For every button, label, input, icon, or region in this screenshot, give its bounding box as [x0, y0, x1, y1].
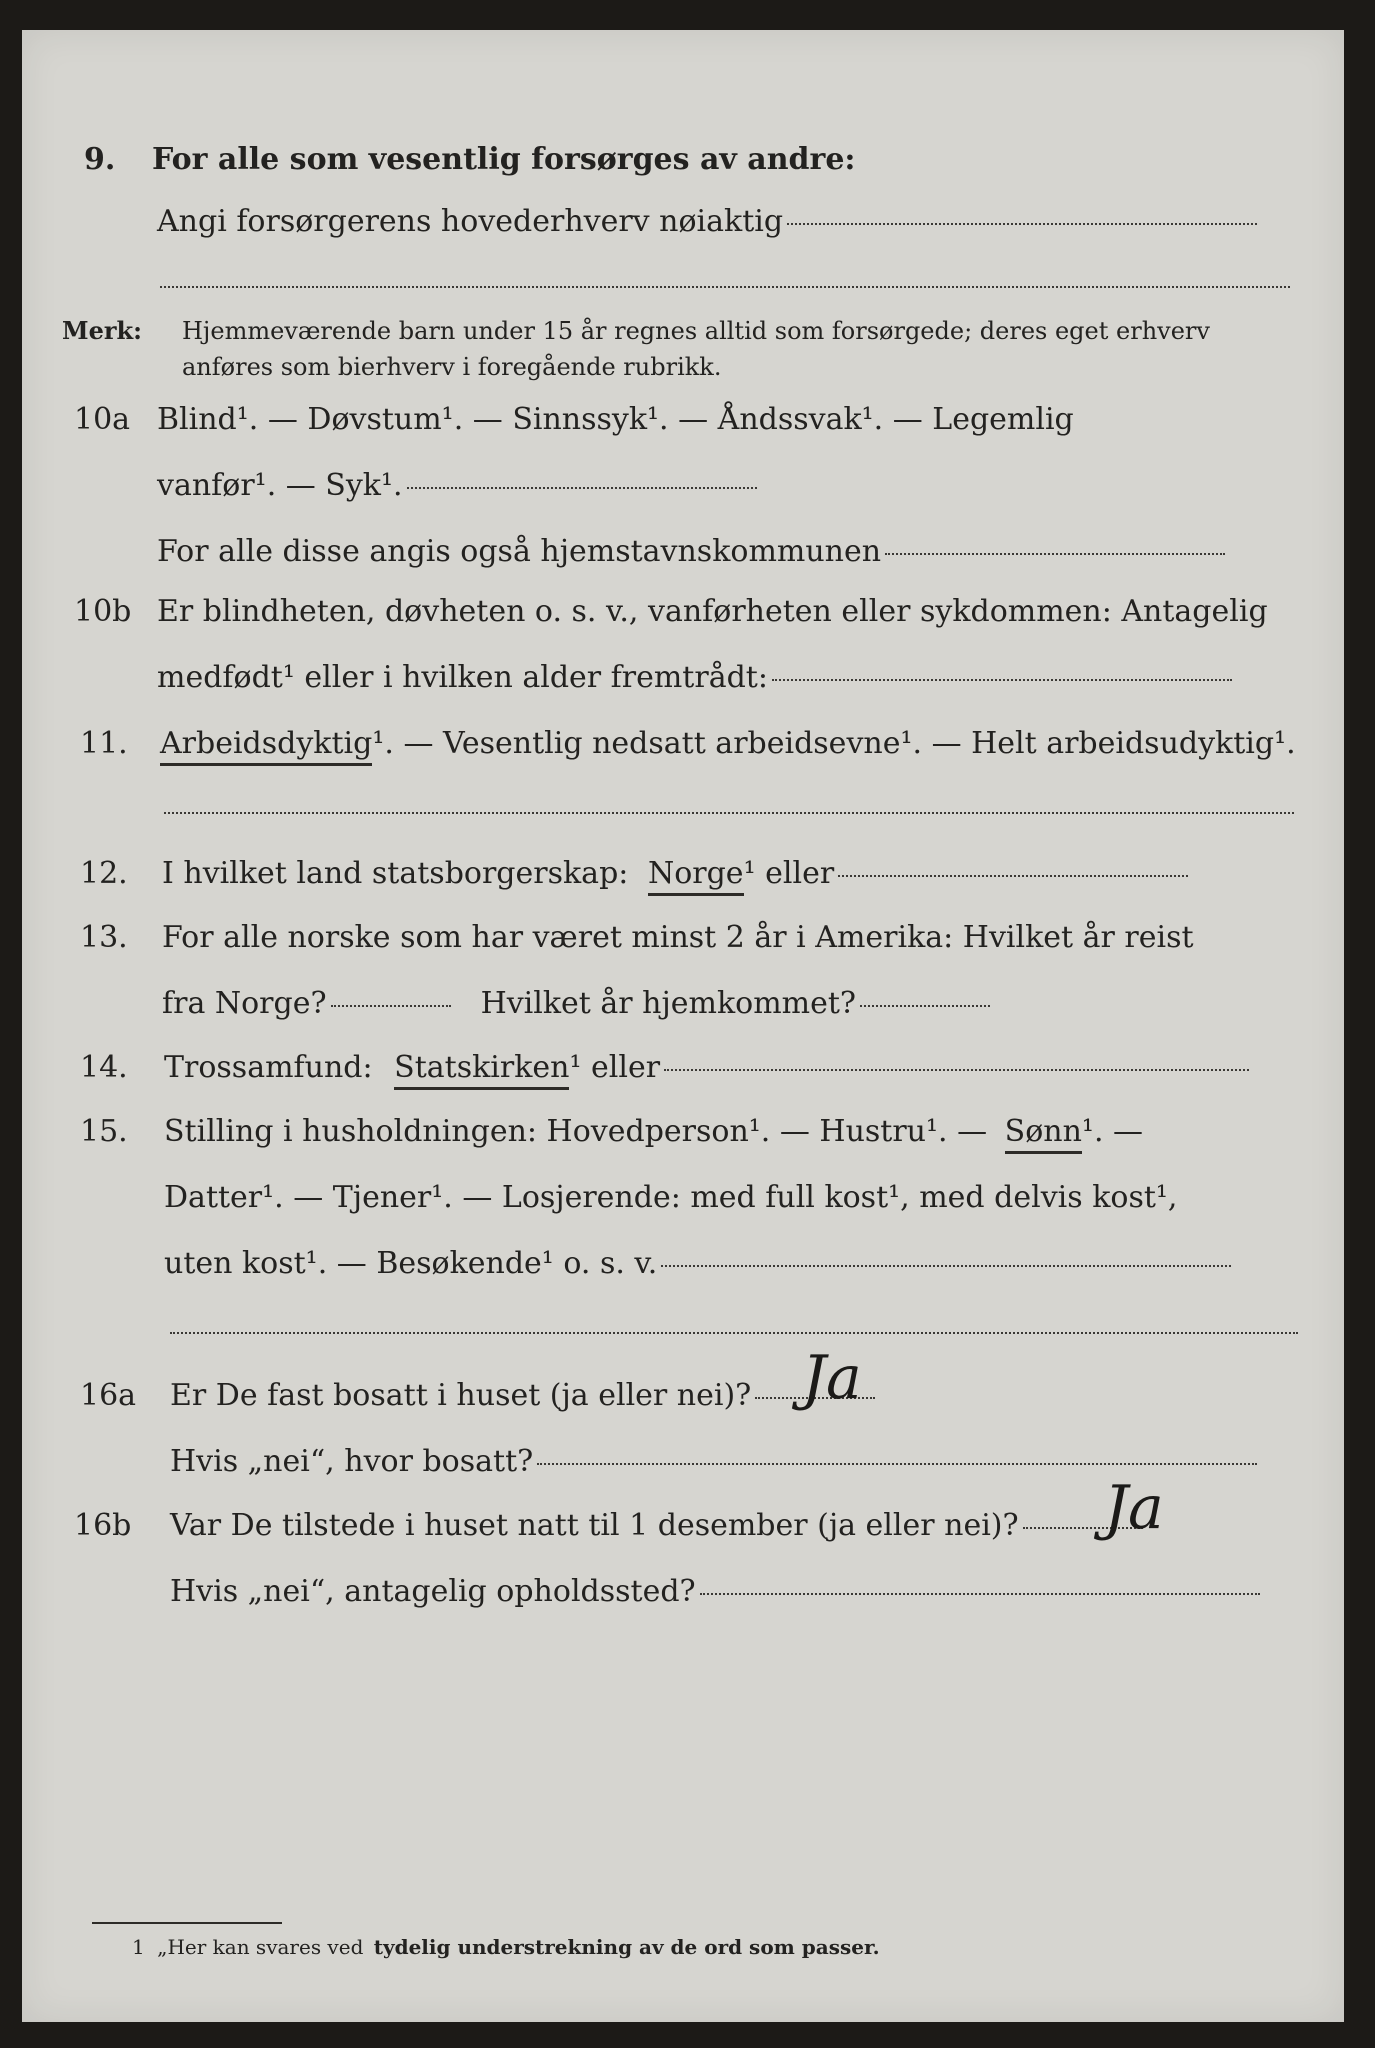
merk-line-2: anføres som bierhverv i foregående rubrikk. — [182, 353, 722, 381]
q16b-line-1 — [170, 1506, 1143, 1546]
q13-line-2b: Hvilket år hjemkommet? — [480, 986, 857, 1021]
q11-line — [160, 724, 1296, 764]
q16a-line-2 — [170, 1442, 1257, 1482]
q12-selected-option[interactable]: Norge — [648, 856, 744, 896]
q15-line-3 — [164, 1244, 1231, 1284]
q13-line-2a: fra Norge? — [162, 986, 327, 1021]
q14-number: 14. — [80, 1050, 128, 1085]
q16b-number: 16b — [74, 1508, 132, 1543]
q15-line-2: Datter¹. — Tjener¹. — Losjerende: med full kost¹, med delvis kost¹, — [164, 1180, 1178, 1215]
q10b-number: 10b — [74, 594, 132, 629]
q10a-number: 10a — [74, 402, 131, 437]
q13-line-1: For alle norske som har været minst 2 år i Amerika: Hvilket år reist — [162, 920, 1194, 955]
q9-extra-line[interactable] — [160, 286, 1290, 288]
q9-title: For alle som vesentlig forsørges av andre: — [152, 142, 856, 177]
q16b-line-1-text: Var De tilstede i huset natt til 1 desember (ja eller nei)? — [170, 1508, 1019, 1543]
census-form-page — [22, 30, 1344, 2022]
footnote — [132, 1932, 880, 1962]
q12-prefix: I hvilket land statsborgerskap: — [162, 856, 629, 891]
q9-line-text: Angi forsørgerens hovederhverv nøiaktig — [157, 204, 784, 239]
q16b-line-2-text: Hvis „nei“, antagelig opholdssted? — [170, 1574, 696, 1609]
q14-prefix: Trossamfund: — [164, 1050, 373, 1085]
q15-selected-option[interactable]: Sønn — [1005, 1114, 1082, 1154]
q16a-handwritten-answer: Ja — [802, 1343, 862, 1413]
q10b-line-1: Er blindheten, døvheten o. s. v., vanførheten eller sykdommen: Antagelig — [157, 594, 1268, 629]
q16b-handwritten-answer: Ja — [1104, 1473, 1164, 1543]
q10a-hometown-field[interactable] — [885, 552, 1225, 555]
q10b-answer-field[interactable] — [772, 678, 1232, 681]
q14-suffix: ¹ eller — [569, 1050, 661, 1085]
q15-answer-field[interactable] — [661, 1264, 1231, 1267]
q15-line-3-text: uten kost¹. — Besøkende¹ o. s. v. — [164, 1246, 658, 1281]
q9-line — [157, 202, 1257, 242]
q12-line — [162, 854, 1188, 894]
q11-selected-option[interactable]: Arbeidsdyktig — [160, 726, 372, 766]
footnote-text-bold: tydelig understrekning av de ord som passer. — [373, 1935, 880, 1959]
q10a-line-3 — [157, 532, 1225, 572]
q12-answer-field[interactable] — [838, 874, 1188, 877]
q10b-line-2-text: medfødt¹ eller i hvilken alder fremtrådt: — [157, 660, 768, 695]
q15-line-1 — [164, 1112, 1143, 1152]
q16a-line-2-text: Hvis „nei“, hvor bosatt? — [170, 1444, 534, 1479]
q12-number: 12. — [80, 856, 128, 891]
q13-number: 13. — [80, 920, 128, 955]
q15-line-1-suffix: ¹. — — [1081, 1114, 1144, 1149]
q14-line — [164, 1048, 1249, 1088]
q9-answer-field[interactable] — [787, 222, 1257, 225]
q15-number: 15. — [80, 1114, 128, 1149]
footnote-marker: 1 — [132, 1935, 145, 1959]
q12-suffix: ¹ eller — [743, 856, 835, 891]
q16b-line-2 — [170, 1572, 1260, 1612]
q13-departure-year-field[interactable] — [331, 1004, 451, 1007]
q10a-answer-field[interactable] — [407, 486, 757, 489]
q15-extra-line[interactable] — [170, 1332, 1298, 1334]
merk-line-1: Hjemmeværende barn under 15 år regnes alltid som forsørgede; deres eget erhverv — [182, 317, 1210, 345]
q9-number: 9. — [84, 142, 116, 177]
q10a-line-3-text: For alle disse angis også hjemstavnskommunen — [157, 534, 882, 569]
q13-return-year-field[interactable] — [860, 1004, 990, 1007]
q11-extra-line[interactable] — [164, 812, 1294, 814]
footnote-text-plain: „Her kan svares ved — [157, 1935, 364, 1959]
q16b-whereabouts-field[interactable] — [700, 1592, 1260, 1595]
q15-line-1-prefix: Stilling i husholdningen: Hovedperson¹. — Hustru¹. — — [164, 1114, 988, 1149]
q10a-line-2 — [157, 466, 757, 506]
q16a-number: 16a — [80, 1378, 137, 1413]
merk-label: Merk: — [62, 316, 142, 345]
footnote-divider — [92, 1922, 282, 1924]
q10a-line-2-text: vanfør¹. — Syk¹. — [157, 468, 403, 503]
q14-selected-option[interactable]: Statskirken — [394, 1050, 569, 1090]
q10a-line-1: Blind¹. — Døvstum¹. — Sinnssyk¹. — Åndssvak¹. — Legemlig — [157, 402, 1074, 437]
q11-rest: ¹. — Vesentlig nedsatt arbeidsevne¹. — Helt arbeidsudyktig¹. — [372, 726, 1296, 761]
q14-answer-field[interactable] — [664, 1068, 1249, 1071]
q10b-line-2 — [157, 658, 1232, 698]
q16a-line-1 — [170, 1376, 875, 1416]
q16a-residence-field[interactable] — [537, 1462, 1257, 1465]
q11-number: 11. — [80, 726, 128, 761]
q13-line-2 — [162, 984, 990, 1024]
q16a-line-1-text: Er De fast bosatt i huset (ja eller nei)? — [170, 1378, 752, 1413]
